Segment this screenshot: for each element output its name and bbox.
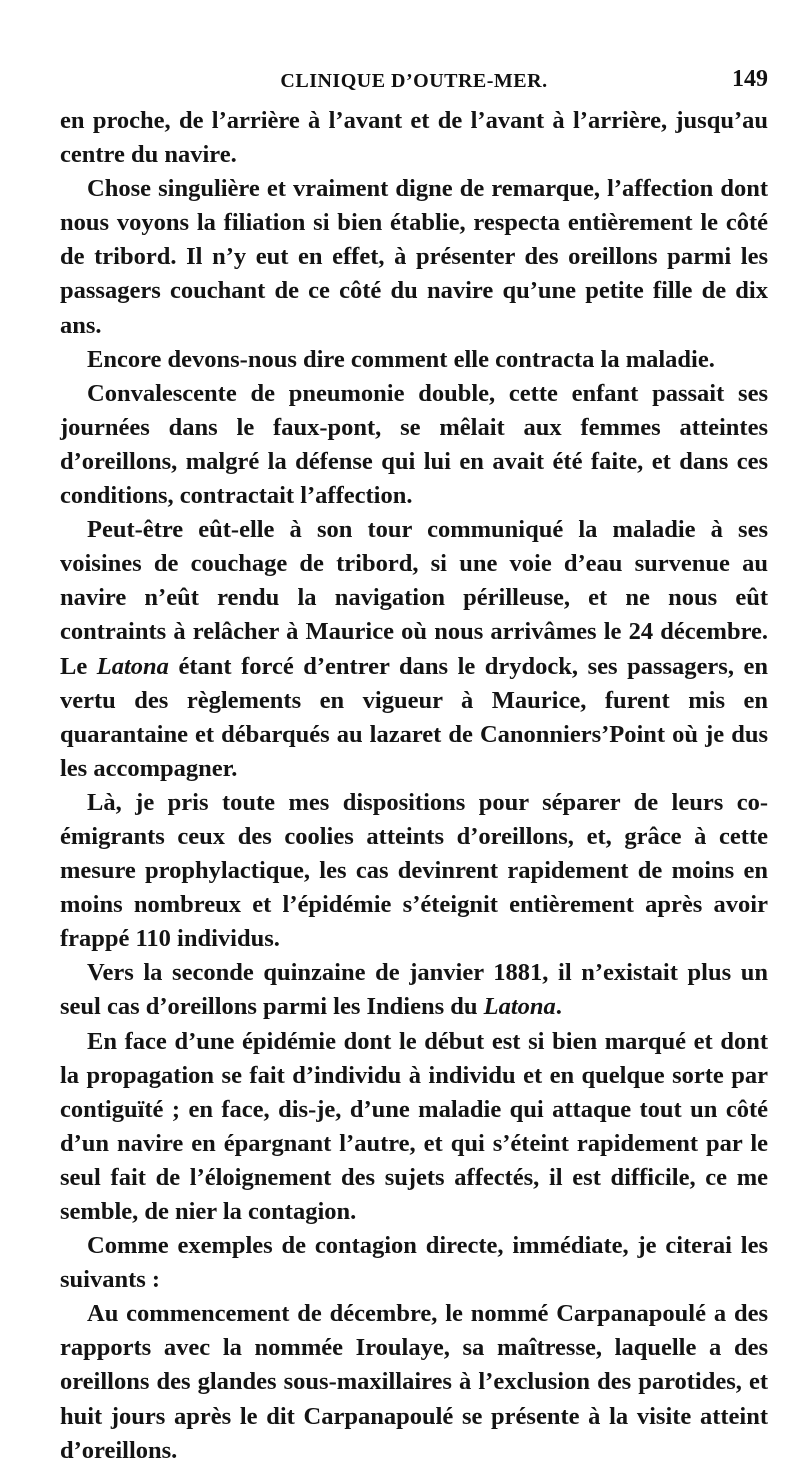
- ship-name: Latona: [483, 993, 556, 1021]
- text-run: Vers la seconde quinzaine de janvier 1881, il n’existait plus un seul cas d’oreillons parmi les Indiens du: [60, 959, 768, 1021]
- page-number: 149: [732, 66, 768, 92]
- page-header: [60, 64, 768, 96]
- paragraph: Chose singulière et vraiment digne de remarque, l’affection dont nous voyons la filiation si bien établie, respecta entièrement le côté de tribord. Il n’y eut en effet, à présenter des oreillons parmi les passagers couchant de ce côté du navire qu’une petite fille de dix ans.: [60, 175, 768, 339]
- running-title: CLINIQUE D’OUTRE-MER.: [280, 70, 548, 92]
- paragraph: Convalescente de pneumonie double, cette enfant passait ses journées dans le faux-pont, se mêlait aux femmes atteintes d’oreillons, malgré la défense qui lui en avait été faite, et dans ces conditions, contractait l’affection.: [60, 379, 768, 510]
- paragraph: En face d’une épidémie dont le début est si bien marqué et dont la propagation se fait d’individu à individu et en quelque sorte par contiguïté ; en face, dis-je, d’une maladie qui attaque tout un côté d’un navire en épargnant l’autre, et qui s’éteint rapidement par le seul fait de l’éloignement des sujets affectés, il est difficile, ce me semble, de nier la contagion.: [60, 1027, 768, 1225]
- paragraph: Au commencement de décembre, le nommé Carpanapoulé a des rapports avec la nommée Iroulaye, sa maîtresse, laquelle a des oreillons des glandes sous-maxillaires à l’exclusion des parotides, et huit jours après le dit Carpanapoulé se présente à la visite atteint d’oreillons.: [60, 1300, 768, 1464]
- paragraph: en proche, de l’arrière à l’avant et de l’avant à l’arrière, jusqu’au centre du navire.: [60, 107, 768, 169]
- text-run: .: [555, 993, 562, 1021]
- paragraph: [60, 956, 768, 1024]
- paragraph: Là, je pris toute mes dispositions pour séparer de leurs co-émigrants ceux des coolies atteints d’oreillons, et, grâce à cette mesure prophylactique, les cas devinrent rapidement de moins en moins nombreux et l’épidémie s’éteignit entièrement après avoir frappé 110 individus.: [60, 788, 768, 953]
- paragraph: [60, 513, 768, 786]
- text-run: Peut-être eût-elle à son tour communiqué la maladie à ses voisines de couchage de tribord, si une voie d’eau survenue au navire n’eût rendu la navigation périlleuse, et ne nous eût contraints à relâcher à Maurice où nous arrivâmes le 24 décembre. Le: [60, 516, 768, 680]
- ship-name: Latona: [96, 652, 169, 680]
- body-text: [60, 104, 768, 1468]
- text-run: étant forcé d’entrer dans le drydock, ses passagers, en vertu des règlements en vigueur à Maurice, furent mis en quarantaine et débarqués au lazaret de Canonniers’Point où je dus les accompagner.: [60, 652, 769, 782]
- paragraph: Comme exemples de contagion directe, immédiate, je citerai les suivants :: [60, 1232, 768, 1294]
- paragraph: Encore devons-nous dire comment elle contracta la maladie.: [87, 345, 715, 373]
